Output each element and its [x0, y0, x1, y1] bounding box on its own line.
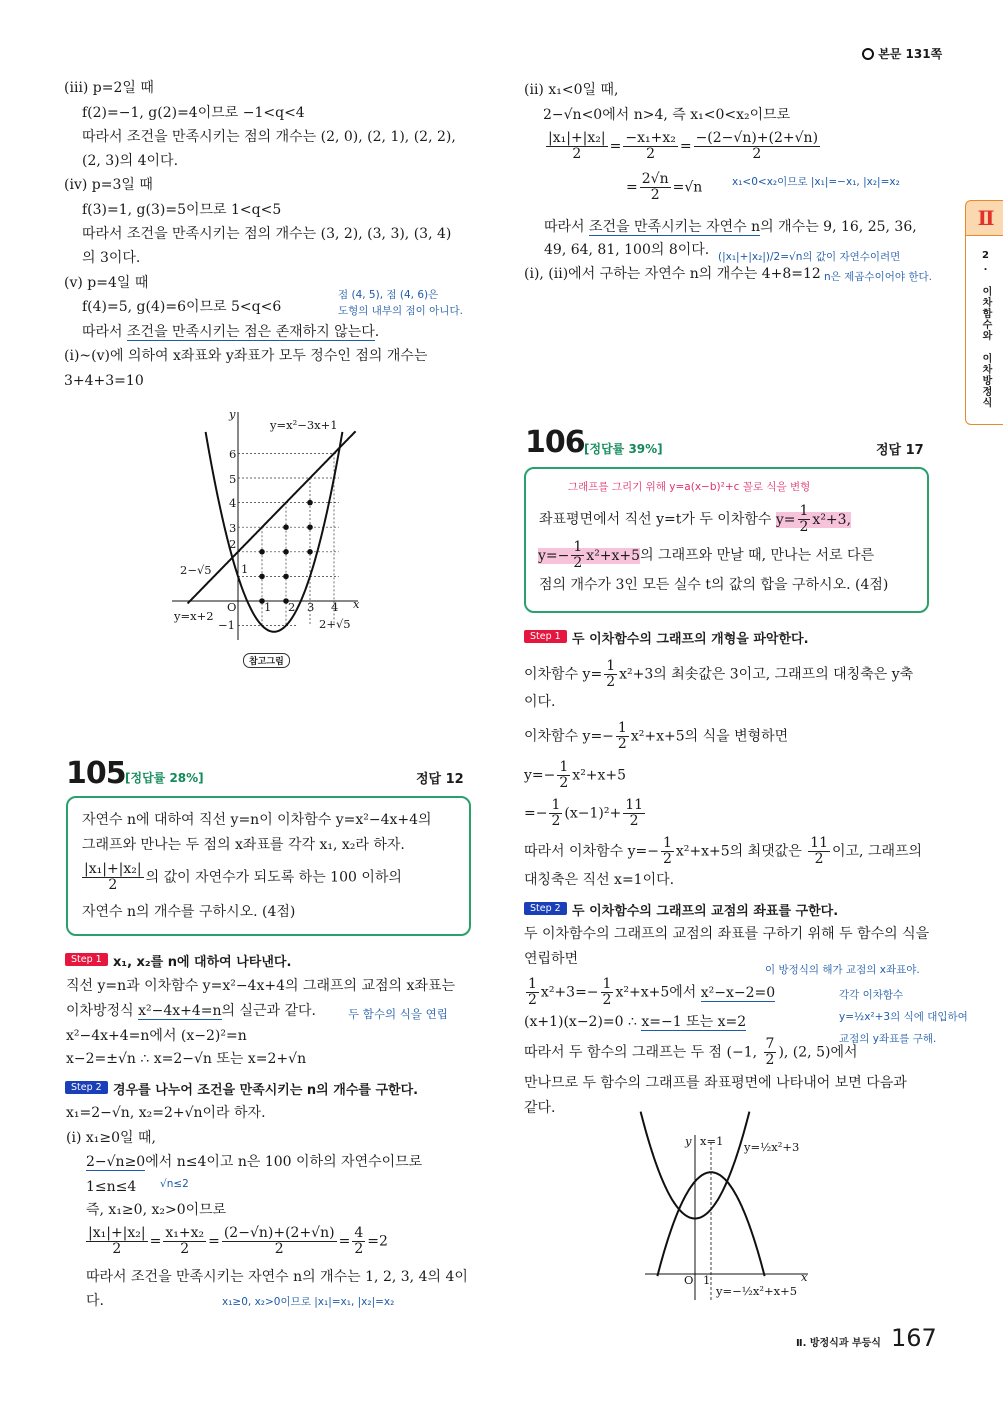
text-segment: f(3)=1, g(3)=5이므로 1<q<5 [82, 202, 282, 218]
fraction-line [544, 131, 822, 162]
fraction [352, 1226, 365, 1257]
lattice-point [283, 574, 289, 580]
text-line [524, 798, 647, 829]
text-segment: =2 [367, 1233, 388, 1250]
fraction [798, 504, 811, 535]
text-segment: 의 개수는 9, 16, 25, 36, [760, 219, 917, 235]
step1-badge: Step 1 [65, 953, 108, 966]
line-curve [188, 431, 356, 603]
denominator: 2 [112, 1241, 122, 1257]
annotation: 점 (4, 5), 점 (4, 6)은 [338, 289, 439, 301]
correct-rate: [정답률 39%] [584, 442, 663, 456]
numerator: 11 [810, 835, 828, 851]
text-segment: 이다. [524, 694, 556, 710]
fraction [546, 131, 608, 162]
root-left-label: 2−√5 [180, 563, 212, 577]
text-line [543, 106, 790, 124]
text-line [524, 721, 788, 752]
annotation: 두 함수의 식을 연립 [348, 1007, 448, 1021]
text-segment: 두 이차함수의 그래프의 교점의 좌표를 구하기 위해 두 함수의 식을 [524, 926, 930, 942]
fraction-line [626, 172, 702, 203]
x-axis-label: x [801, 1270, 808, 1284]
text-segment: 따라서 두 함수의 그래프는 두 점 (−1, [524, 1044, 762, 1061]
numerator: |x₁|+|x₂| [88, 1225, 146, 1241]
text-segment: y=− [538, 547, 570, 564]
case-ii-heading [524, 81, 618, 99]
annotation: n은 제곱수이어야 한다. [824, 271, 932, 283]
text-segment: (ⅲ) p=2일 때 [64, 80, 154, 96]
denominator: 2 [629, 813, 639, 829]
text-segment: (ⅴ) p=4일 때 [64, 275, 149, 291]
numerator: 1 [528, 976, 537, 992]
fraction [557, 760, 570, 791]
denominator: 2 [650, 187, 660, 203]
reference-caption: 참고그림 [243, 653, 290, 668]
text-line [66, 977, 455, 995]
text-segment: 대칭축은 직선 x=1이다. [524, 872, 675, 888]
text-line [86, 1178, 136, 1196]
text-segment: (ⅱ) x₁<0일 때, [524, 82, 619, 98]
y-tick: 2 [229, 537, 237, 551]
annotation: x₁≥0, x₂>0이므로 |x₁|=x₁, |x₂|=x₂ [222, 1296, 395, 1308]
lattice-point [307, 549, 313, 555]
fraction [222, 1226, 337, 1257]
fraction [82, 862, 144, 893]
numerator: 1 [573, 539, 583, 555]
numerator: −x₁+x₂ [625, 130, 676, 146]
text-segment: x₁=2−√n, x₂=2+√n이라 하자. [66, 1105, 266, 1121]
text-segment: = [149, 1233, 162, 1250]
x-tick: 1 [264, 600, 272, 614]
denominator: 2 [559, 775, 569, 791]
problem-line [82, 836, 405, 854]
lattice-point [259, 549, 265, 555]
annotation: 교점의 y좌표를 구해. [839, 1033, 937, 1045]
y-tick: 1 [241, 562, 249, 576]
text-segment: x²+x+5 [572, 767, 627, 784]
text-segment: 그래프와 만나는 두 점의 x좌표를 각각 x₁, x₂라 하자. [82, 837, 405, 853]
denominator: 2 [528, 992, 537, 1008]
numerator: 1 [606, 658, 616, 674]
text-segment: 자연수 n에 대하여 직선 y=n이 이차함수 y=x²−4x+4의 [82, 812, 432, 828]
text-segment: x²+x+5의 최댓값은 [675, 843, 807, 860]
text-segment: 이고, 그래프의 [832, 843, 923, 860]
text-segment: 따라서 [544, 219, 590, 235]
text-segment: 따라서 조건을 만족시키는 점의 개수는 (3, 2), (3, 3), (3, 4) [82, 226, 452, 242]
text-segment: x²+x+5에서 [615, 984, 701, 1001]
text-segment: = [338, 1233, 351, 1250]
step1-badge: Step 1 [524, 630, 567, 643]
text-segment: 이차함수 y=− [524, 728, 614, 745]
numerator: (2−√n)+(2+√n) [223, 1225, 335, 1241]
text-segment: x²+x+5 [586, 547, 641, 564]
annotation: 도형의 내부의 점이 아니다. [338, 305, 463, 317]
denominator: 2 [646, 146, 656, 162]
problem-line [82, 811, 432, 829]
fraction [601, 977, 614, 1008]
problem-line [82, 903, 295, 921]
text-line [524, 693, 556, 711]
y-tick: 3 [229, 521, 237, 535]
denominator: 2 [573, 555, 583, 571]
step2-badge: Step 2 [524, 902, 567, 915]
step1-title: 두 이차함수의 그래프의 개형을 파악한다. [572, 632, 809, 647]
denominator: 2 [799, 519, 809, 535]
lattice-point [307, 524, 313, 530]
text-segment: (ⅰ)~(ⅴ)에 의하여 x좌표와 y좌표가 모두 정수인 점의 개수는 [64, 348, 428, 364]
fraction [694, 131, 820, 162]
underlined-text: 2−√n≥0 [86, 1154, 146, 1170]
text-line [86, 1292, 104, 1310]
text-segment: 의 값이 자연수가 되도록 하는 100 이하의 [145, 869, 402, 886]
footer-chapter: Ⅱ. 방정식과 부등식 [796, 1338, 881, 1349]
numerator: |x₁|+|x₂| [548, 130, 606, 146]
numerator: 1 [602, 976, 612, 992]
text-segment: 따라서 조건을 만족시키는 자연수 n의 개수는 1, 2, 3, 4의 4이 [86, 1269, 468, 1285]
text-segment: 다. [86, 1293, 104, 1309]
underlined-text: 조건을 만족시키는 점은 존재하지 않는다 [127, 324, 375, 340]
text-segment: 좌표평면에서 직선 y=t가 두 이차함수 [539, 511, 776, 528]
underlined-text: 조건을 만족시키는 자연수 n [589, 219, 761, 235]
chapter-tab-label: Ⅱ [977, 206, 995, 230]
underlined-text: x²−4x+4=n [138, 1003, 222, 1019]
text-line [544, 241, 709, 259]
text-segment: 직선 y=n과 이차함수 y=x²−4x+4의 그래프의 교점의 x좌표는 [66, 978, 456, 994]
text-line [524, 977, 775, 1008]
x-axis-label: x [353, 597, 360, 611]
line-label: y=x+2 [174, 609, 214, 623]
text-segment: 따라서 [82, 324, 128, 340]
denominator: 2 [617, 736, 627, 752]
text-line [524, 659, 913, 690]
annotation: 각각 이차함수 [839, 989, 904, 1001]
numerator: 1 [662, 835, 672, 851]
text-segment: . [374, 324, 380, 340]
numerator: 1 [551, 797, 561, 813]
text-line [524, 871, 674, 889]
annotation: 그래프를 그리기 위해 y=a(x−b)²+c 꼴로 식을 변형 [568, 481, 811, 493]
annotation: x₁<0<x₂이므로 |x₁|=−x₁, |x₂|=x₂ [732, 176, 900, 188]
problem-line [539, 576, 888, 594]
text-line [524, 950, 578, 968]
y-tick: 4 [229, 496, 237, 510]
answer: 정답 17 [876, 443, 924, 458]
x-tick: 1 [703, 1273, 711, 1287]
text-line [86, 1153, 422, 1171]
text-segment: x²+3의 최솟값은 3이고, 그래프의 대칭축은 y축 [619, 666, 914, 683]
text-segment: 이차함수 y= [524, 666, 603, 683]
fraction [623, 131, 677, 162]
numerator: x₁+x₂ [165, 1225, 205, 1241]
origin-label: O [684, 1273, 694, 1287]
fraction [616, 721, 629, 752]
denominator: 2 [354, 1241, 364, 1257]
text-segment: = [626, 179, 638, 196]
annotation: 이 방정식의 해가 교점의 x좌표야. [765, 964, 920, 976]
answer: 정답 12 [416, 772, 464, 787]
page-ref-text: 본문 131쪽 [878, 47, 943, 61]
denominator: 2 [606, 674, 616, 690]
case-i-heading [66, 1129, 156, 1147]
y-tick: 6 [229, 447, 237, 461]
y-axis-label: y [685, 1134, 692, 1148]
y-axis-label: y [229, 407, 236, 421]
text-segment: 연립하면 [524, 951, 579, 967]
lattice-point [259, 574, 265, 580]
lower-curve-label: y=−½x²+x+5 [716, 1284, 798, 1298]
text-segment: x²+3=− [540, 984, 599, 1001]
fraction [604, 659, 617, 690]
fraction [623, 798, 645, 829]
text-line [544, 218, 917, 236]
numerator: 11 [625, 797, 644, 813]
underlined-text: x=−1 또는 x=2 [641, 1014, 747, 1030]
text-segment: x²−4x+4=n에서 (x−2)²=n [66, 1028, 247, 1044]
lattice-point [283, 524, 289, 530]
text-segment: 의 실근과 같다. [221, 1003, 317, 1019]
problem-number: 106 [525, 425, 585, 460]
numerator: 1 [559, 759, 569, 775]
problem-number: 105 [66, 756, 126, 791]
x-tick: 2 [288, 600, 296, 614]
text-segment: 의 3이다. [82, 250, 141, 266]
denominator: 2 [814, 851, 824, 867]
text-segment: f(4)=5, g(4)=6이므로 5<q<6 [82, 299, 282, 315]
page-number: 167 [891, 1324, 937, 1352]
fraction [808, 836, 830, 867]
y-tick: −1 [218, 618, 235, 632]
text-line [86, 1201, 226, 1219]
text-line [524, 1099, 556, 1117]
x-tick: 4 [331, 600, 339, 614]
text-line [524, 1013, 746, 1031]
text-segment: (2, 3)의 4이다. [82, 153, 179, 169]
numerator: 1 [617, 720, 627, 736]
text-segment: 2−√n<0에서 n>4, 즉 x₁<0<x₂이므로 [543, 107, 791, 123]
text-segment: (ⅰ) x₁≥0일 때, [66, 1130, 156, 1146]
text-segment: 의 그래프와 만날 때, 만나는 서로 다른 [640, 547, 875, 564]
text-line [86, 1268, 468, 1286]
denominator: 2 [274, 1241, 284, 1257]
numerator: 4 [354, 1225, 364, 1241]
numerator: −(2−√n)+(2+√n) [695, 130, 819, 146]
fraction [640, 172, 671, 203]
fraction-line [84, 1226, 388, 1257]
text-segment: (ⅰ), (ⅱ)에서 구하는 자연수 n의 개수는 4+8=12 [524, 266, 821, 282]
text-line [524, 1037, 858, 1068]
text-segment: y= [775, 511, 796, 528]
text-segment: ), (2, 5)에서 [778, 1044, 858, 1061]
fraction [661, 836, 674, 867]
text-segment: f(2)=−1, g(2)=4이므로 −1<q<4 [82, 105, 305, 121]
denominator: 2 [572, 146, 582, 162]
text-segment: 에서 n≤4이고 n은 100 이하의 자연수이므로 [145, 1154, 423, 1170]
denominator: 2 [551, 813, 561, 829]
numerator: 1 [799, 503, 809, 519]
step2-badge: Step 2 [65, 1081, 108, 1094]
numerator: 7 [765, 1036, 775, 1052]
text-line [524, 925, 929, 943]
fraction [764, 1037, 777, 1068]
fraction [163, 1226, 206, 1257]
text-segment: x²+3, [812, 511, 852, 528]
step2-title: 두 이차함수의 그래프의 교점의 좌표를 구한다. [572, 904, 839, 919]
lattice-point [283, 549, 289, 555]
symmetry-axis-label: x=1 [700, 1134, 724, 1148]
text-segment: x−2=±√n ∴ x=2−√n 또는 x=2+√n [66, 1051, 307, 1067]
denominator: 2 [765, 1052, 775, 1068]
lattice-point [307, 500, 313, 506]
text-segment: (ⅳ) p=3일 때 [64, 177, 153, 193]
text-segment: 같다. [524, 1100, 556, 1116]
text-segment: 49, 64, 81, 100의 8이다. [544, 242, 710, 258]
step2-title: 경우를 나누어 조건을 만족시키는 n의 개수를 구한다. [113, 1083, 419, 1098]
text-segment: 따라서 이차함수 y=− [524, 843, 659, 860]
curve-label: y=x²−3x+1 [270, 418, 338, 432]
highlighted-formula [775, 503, 852, 535]
text-segment: 3+4+3=10 [64, 373, 144, 389]
text-segment: 즉, x₁≥0, x₂>0이므로 [86, 1202, 227, 1218]
text-line [524, 760, 626, 791]
text-line [66, 1104, 266, 1122]
correct-rate: [정답률 28%] [125, 771, 204, 785]
text-segment: 점의 개수가 3인 모든 실수 t의 값의 합을 구하시오. (4점) [539, 577, 889, 593]
annotation: y=½x²+3의 식에 대입하여 [839, 1011, 968, 1023]
text-segment: x²+x+5의 식을 변형하면 [630, 728, 789, 745]
fraction [571, 540, 584, 571]
denominator: 2 [662, 851, 672, 867]
text-segment: 1≤n≤4 [86, 1179, 137, 1195]
annotation: (|x₁|+|x₂|)/2=√n의 값이 자연수이려면 [718, 251, 901, 263]
problem-line [80, 862, 402, 893]
text-line [524, 265, 821, 283]
highlighted-formula [538, 539, 641, 571]
text-segment: =√n [672, 179, 703, 196]
fraction [549, 798, 562, 829]
text-segment: = [208, 1233, 220, 1250]
step1-title: x₁, x₂를 n에 대하여 나타낸다. [113, 955, 292, 970]
upper-curve-label: y=½x²+3 [744, 1140, 800, 1154]
denominator: 2 [602, 992, 612, 1008]
fraction [86, 1226, 148, 1257]
fraction [526, 977, 539, 1008]
text-segment: = [679, 138, 692, 155]
denominator: 2 [108, 877, 118, 893]
text-segment: 따라서 조건을 만족시키는 점의 개수는 (2, 0), (2, 1), (2, 2), [82, 129, 456, 145]
denominator: 2 [752, 146, 762, 162]
text-segment: 자연수 n의 개수를 구하시오. (4점) [82, 904, 296, 920]
text-segment: 만나므로 두 함수의 그래프를 좌표평면에 나타내어 보면 다음과 [524, 1075, 907, 1091]
text-segment: y=− [524, 767, 556, 784]
problem-line [538, 540, 874, 571]
text-line [66, 1050, 306, 1068]
text-segment: =− [524, 805, 548, 822]
text-segment: (x−1)²+ [564, 805, 622, 822]
text-segment: (x+1)(x−2)=0 ∴ [524, 1014, 642, 1030]
x-tick: 3 [307, 600, 315, 614]
text-line [524, 1074, 907, 1092]
annotation: √n≤2 [160, 1178, 189, 1190]
text-segment: = [609, 138, 622, 155]
problem-line [539, 504, 851, 535]
text-line [66, 1027, 247, 1045]
numerator: 2√n [641, 171, 669, 187]
root-right-label: 2+√5 [319, 617, 351, 631]
text-line [524, 836, 922, 867]
section-tab-label: 2. 이차함수와 이차방정식 [980, 250, 991, 408]
underlined-text: x²−x−2=0 [700, 984, 776, 1001]
origin-label: O [227, 600, 237, 614]
numerator: |x₁|+|x₂| [84, 861, 142, 877]
text-line [66, 1002, 316, 1020]
y-tick: 5 [229, 472, 237, 486]
text-segment: 이차방정식 [66, 1003, 139, 1019]
denominator: 2 [180, 1241, 190, 1257]
